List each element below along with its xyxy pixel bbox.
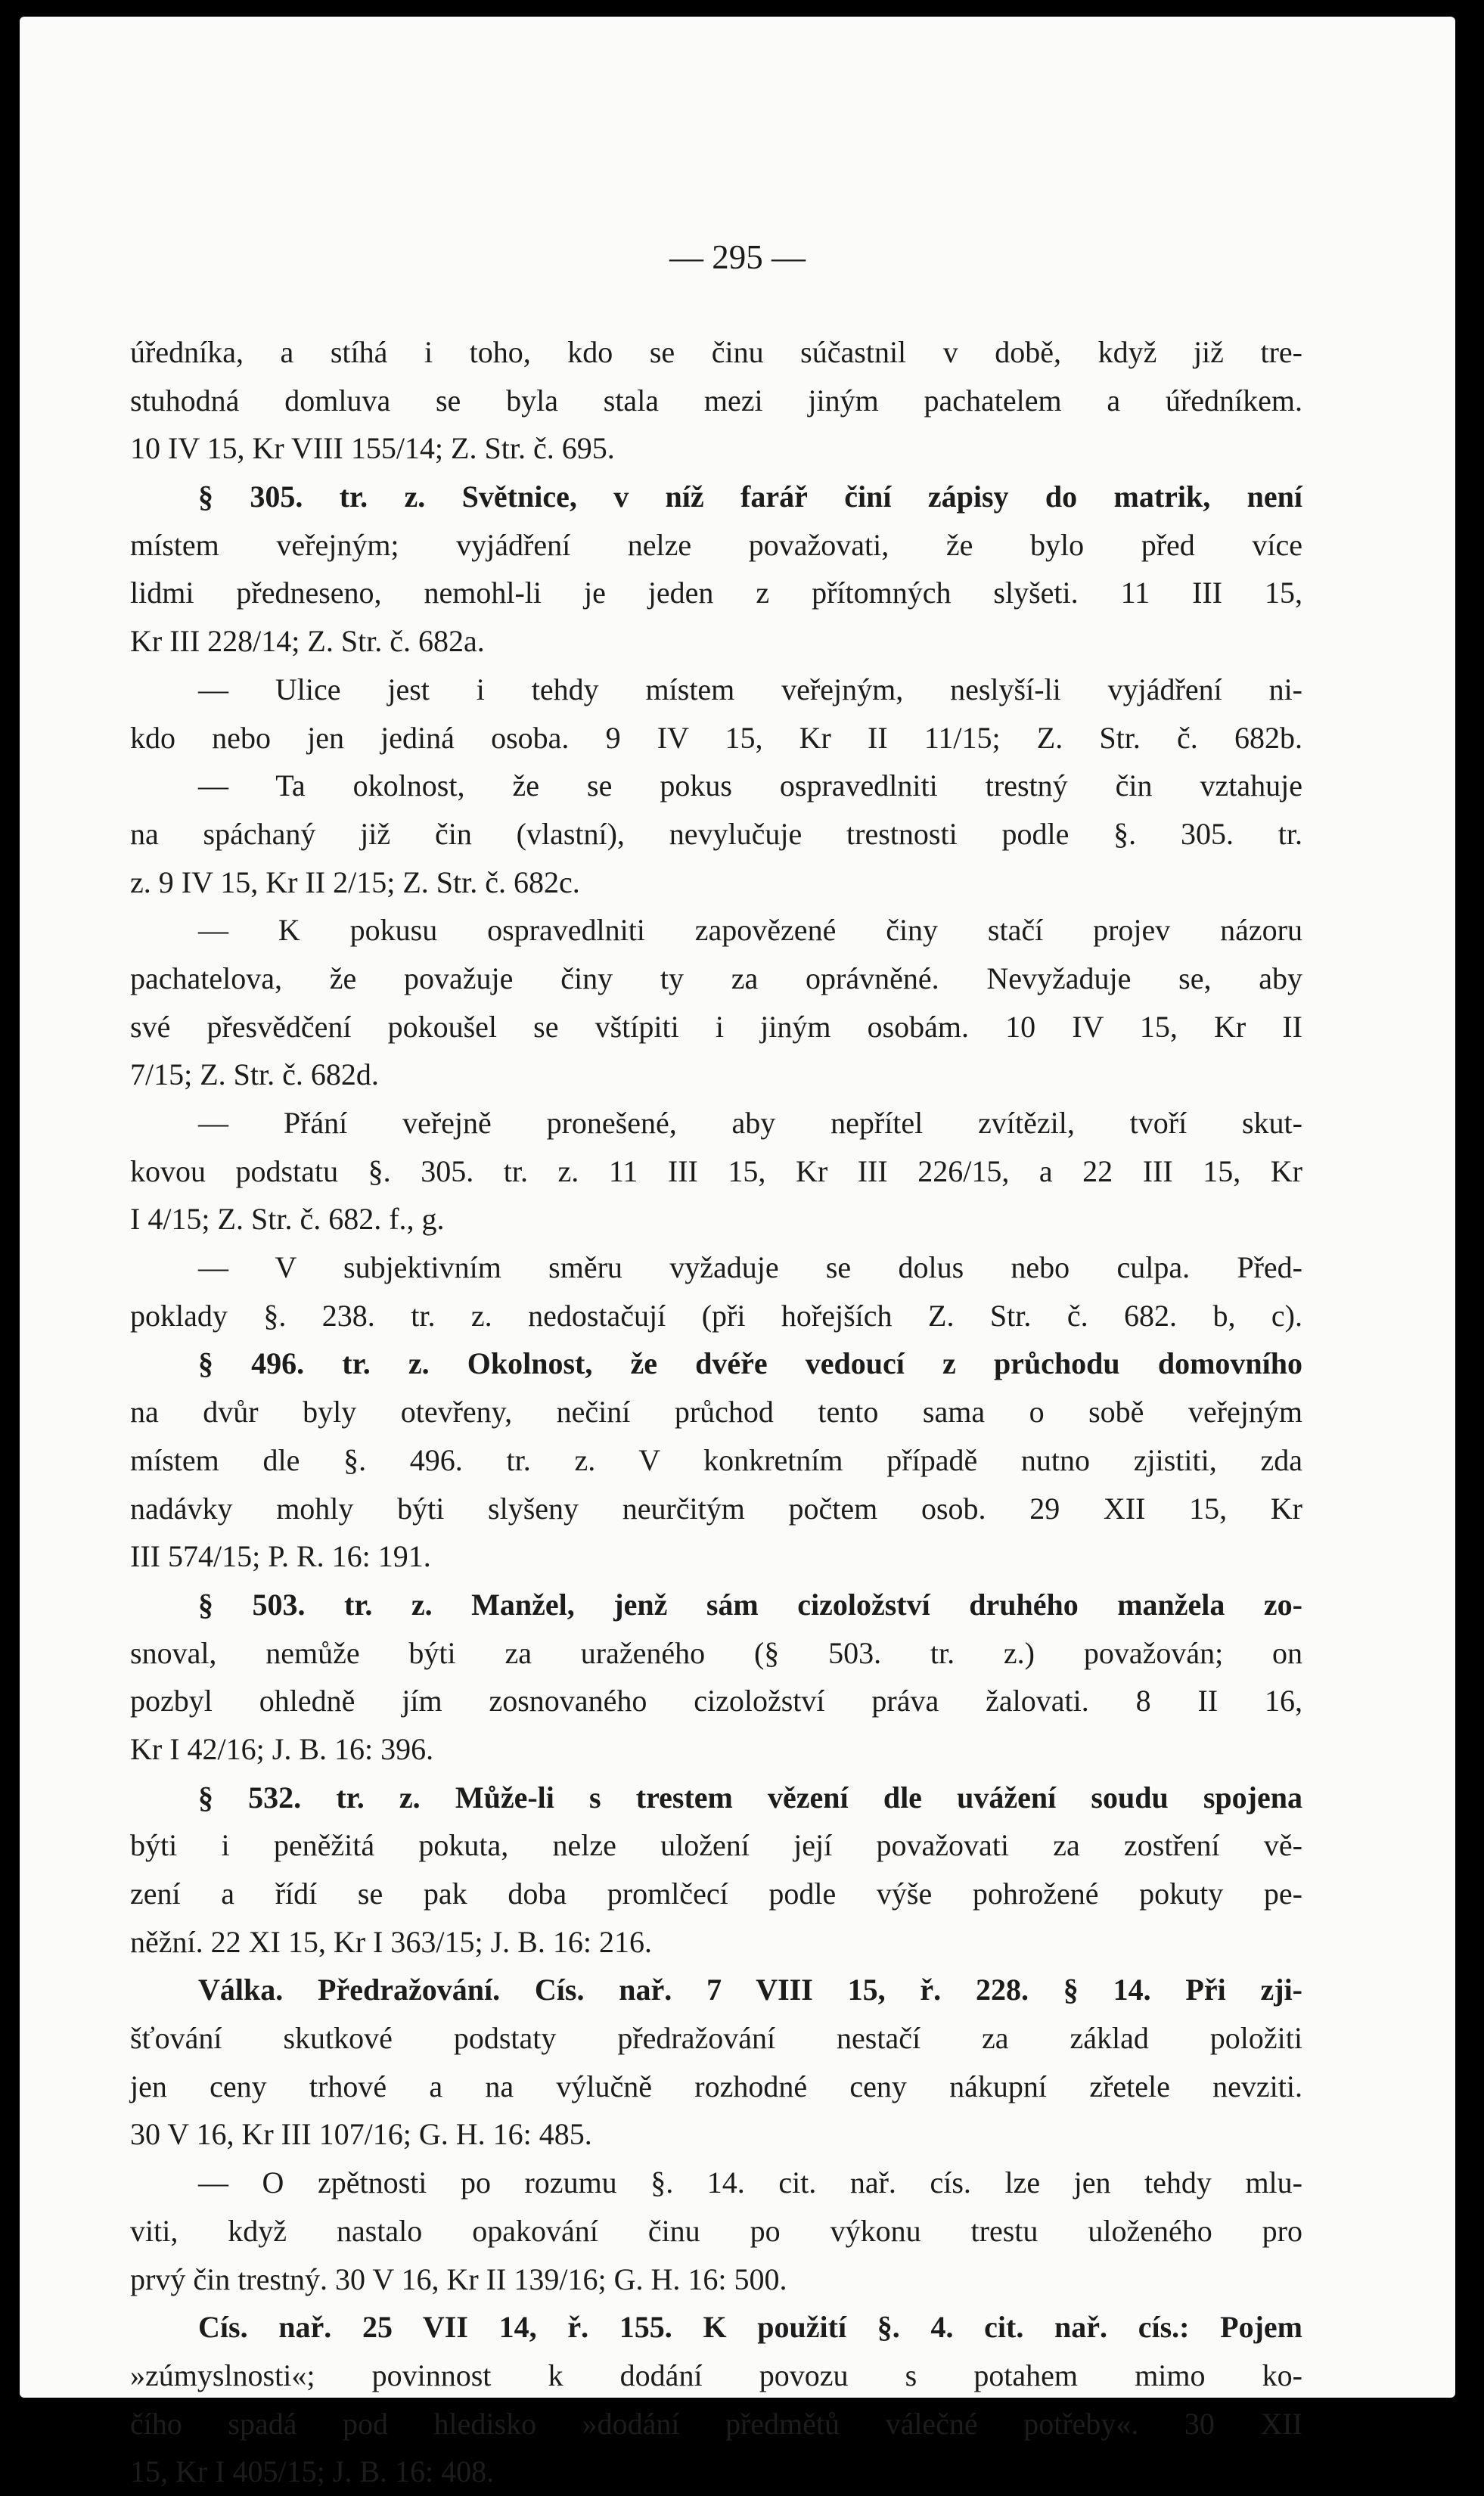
text-line: prvý čin trestný. 30 V 16, Kr II 139/16; G. H. 16: 500.	[130, 2262, 787, 2296]
text-line: 30 V 16, Kr III 107/16; G. H. 16: 485.	[130, 2117, 592, 2152]
text-line: poklady §. 238. tr. z. nedostačují (při hořejších Z. Str. č. 682. b, c).	[130, 1298, 1302, 1333]
text-line: své přesvědčení pokoušel se vštípiti i jiným osobám. 10 IV 15, Kr II	[130, 1009, 1302, 1044]
text-line: místem veřejným; vyjádření nelze považovati, že bylo před více	[130, 527, 1302, 562]
text-line: nadávky mohly býti slyšeny neurčitým počtem osob. 29 XII 15, Kr	[130, 1491, 1302, 1526]
text-line: — Ta okolnost, že se pokus ospravedlniti trestný čin vztahuje	[198, 768, 1302, 803]
section-heading-line: § 496. tr. z. Okolnost, že dvéře vedoucí z průchodu domovního	[198, 1346, 1302, 1381]
text-line: — Přání veřejně pronešené, aby nepřítel zvítězil, tvoří skut-	[198, 1106, 1302, 1140]
text-line: 7/15; Z. Str. č. 682d.	[130, 1057, 379, 1092]
text-line: — K pokusu ospravedlniti zapovězené činy stačí projev názoru	[198, 913, 1302, 948]
text-line: — O zpětnosti po rozumu §. 14. cit. nař. cís. lze jen tehdy mlu-	[198, 2165, 1302, 2200]
text-line: pozbyl ohledně jím zosnovaného cizoložství práva žalovati. 8 II 16,	[130, 1684, 1302, 1718]
text-line: »zúmyslnosti«; povinnost k dodání povozu s potahem mimo ko-	[130, 2358, 1302, 2392]
text-line: — V subjektivním směru vyžaduje se dolus nebo culpa. Před-	[198, 1250, 1302, 1285]
body-text	[130, 328, 1302, 2496]
text-line: šťování skutkové podstaty předražování nestačí za základ položiti	[130, 2021, 1302, 2056]
text-line: z. 9 IV 15, Kr II 2/15; Z. Str. č. 682c.	[130, 865, 580, 899]
text-line: 10 IV 15, Kr VIII 155/14; Z. Str. č. 695.	[130, 431, 615, 466]
text-line: čího spadá pod hledisko »dodání předmětů válečné potřeby«. 30 XII	[130, 2406, 1302, 2441]
page-number: — 295 —	[669, 238, 806, 276]
text-line: stuhodná domluva se byla stala mezi jiným pachatelem a úředníkem.	[130, 383, 1302, 418]
section-heading-line: Cís. nař. 25 VII 14, ř. 155. K použití §. 4. cit. nař. cís.: Pojem	[198, 2310, 1302, 2345]
text-line: úředníka, a stíhá i toho, kdo se činu súčastnil v době, když již tre-	[130, 335, 1302, 369]
text-line: pachatelova, že považuje činy ty za oprávněné. Nevyžaduje se, aby	[130, 961, 1302, 995]
text-line: býti i peněžitá pokuta, nelze uložení její považovati za zostření vě-	[130, 1828, 1302, 1863]
text-line: III 574/15; P. R. 16: 191.	[130, 1539, 431, 1574]
text-line: zení a řídí se pak doba promlčecí podle výše pohrožené pokuty pe-	[130, 1877, 1302, 1911]
section-heading-line: § 532. tr. z. Může-li s trestem vězení dle uvážení soudu spojena	[198, 1780, 1302, 1815]
text-line: Kr I 42/16; J. B. 16: 396.	[130, 1731, 434, 1766]
text-line: jen ceny trhové a na výlučně rozhodné ceny nákupní zřetele nevziti.	[130, 2069, 1302, 2103]
text-line: I 4/15; Z. Str. č. 682. f., g.	[130, 1202, 445, 1237]
text-line: místem dle §. 496. tr. z. V konkretním případě nutno zjistiti, zda	[130, 1442, 1302, 1477]
text-line: kovou podstatu §. 305. tr. z. 11 III 15, Kr III 226/15, a 22 III 15, Kr	[130, 1153, 1302, 1188]
text-line: 15, Kr I 405/15; J. B. 16: 408.	[130, 2454, 495, 2489]
text-line: snoval, nemůže býti za uraženého (§ 503. tr. z.) považován; on	[130, 1635, 1302, 1670]
text-line: lidmi předneseno, nemohl-li je jeden z přítomných slyšeti. 11 III 15,	[130, 576, 1302, 610]
book-page	[20, 17, 1455, 2489]
text-line: na spáchaný již čin (vlastní), nevylučuje trestnosti podle §. 305. tr.	[130, 816, 1302, 851]
text-line: viti, když nastalo opakování činu po výkonu trestu uloženého pro	[130, 2213, 1302, 2248]
text-line: — Ulice jest i tehdy místem veřejným, neslyší-li vyjádření ni-	[198, 672, 1302, 706]
text-line: Kr III 228/14; Z. Str. č. 682a.	[130, 624, 485, 659]
text-line: něžní. 22 XI 15, Kr I 363/15; J. B. 16: 216.	[130, 1924, 652, 1959]
text-line: na dvůr byly otevřeny, nečiní průchod tento sama o sobě veřejným	[130, 1395, 1302, 1430]
section-heading-line: Válka. Předražování. Cís. nař. 7 VIII 15, ř. 228. § 14. Při zji-	[198, 1973, 1302, 2007]
section-heading-line: § 503. tr. z. Manžel, jenž sám cizoložství druhého manžela zo-	[198, 1587, 1302, 1622]
section-heading-line: § 305. tr. z. Světnice, v níž farář činí zápisy do matrik, není	[198, 480, 1302, 514]
text-line: kdo nebo jen jediná osoba. 9 IV 15, Kr II 11/15; Z. Str. č. 682b.	[130, 720, 1302, 755]
